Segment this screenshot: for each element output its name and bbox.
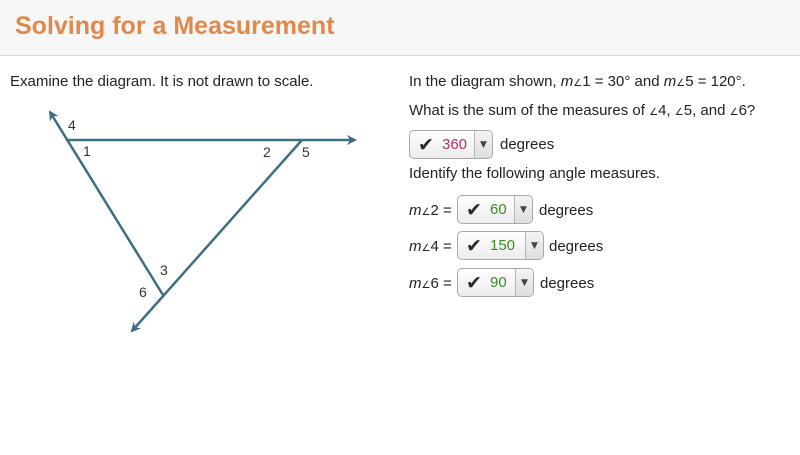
m4-answer-dropdown[interactable] (457, 231, 544, 260)
chevron-down-icon[interactable]: ▼ (515, 269, 533, 296)
line-right-side (132, 140, 302, 331)
checkmark-icon: ✔ (466, 271, 482, 294)
m4-answer-value: 150 (490, 237, 516, 254)
angle-label-5: 5 (302, 144, 310, 160)
m2-units: degrees (539, 202, 594, 219)
m4-units: degrees (549, 238, 604, 255)
m4-label: m∠4 = (409, 238, 452, 255)
sum-question: What is the sum of the measures of ∠4, ∠5, and ∠6? (409, 102, 756, 119)
triangle-diagram (0, 95, 390, 355)
m2-label: m∠2 = (409, 202, 452, 219)
checkmark-icon: ✔ (466, 234, 482, 257)
angle-label-1: 1 (83, 143, 91, 159)
checkmark-icon: ✔ (466, 198, 482, 221)
checkmark-icon: ✔ (418, 133, 434, 156)
angle-label-6: 6 (139, 284, 147, 300)
page-title: Solving for a Measurement (15, 12, 335, 40)
given-statement: In the diagram shown, m∠1 = 30° and m∠5 = 120°. (409, 73, 746, 90)
angle-label-3: 3 (160, 262, 168, 278)
sum-answer-dropdown[interactable] (409, 130, 493, 159)
m6-units: degrees (540, 275, 595, 292)
identify-instruction: Identify the following angle measures. (409, 165, 660, 182)
sum-units: degrees (500, 136, 555, 153)
sum-answer-value: 360 (442, 136, 468, 153)
m6-answer-dropdown[interactable] (457, 268, 534, 297)
m2-answer-dropdown[interactable] (457, 195, 533, 224)
page-header (0, 0, 800, 56)
chevron-down-icon[interactable]: ▼ (474, 131, 492, 158)
m6-label: m∠6 = (409, 275, 452, 292)
angle-label-2: 2 (263, 144, 271, 160)
angle-label-4: 4 (68, 117, 76, 133)
chevron-down-icon[interactable]: ▼ (525, 232, 543, 259)
m6-answer-value: 90 (490, 274, 507, 291)
m2-answer-value: 60 (490, 201, 507, 218)
chevron-down-icon[interactable]: ▼ (514, 196, 532, 223)
diagram-instruction: Examine the diagram. It is not drawn to scale. (10, 73, 314, 90)
